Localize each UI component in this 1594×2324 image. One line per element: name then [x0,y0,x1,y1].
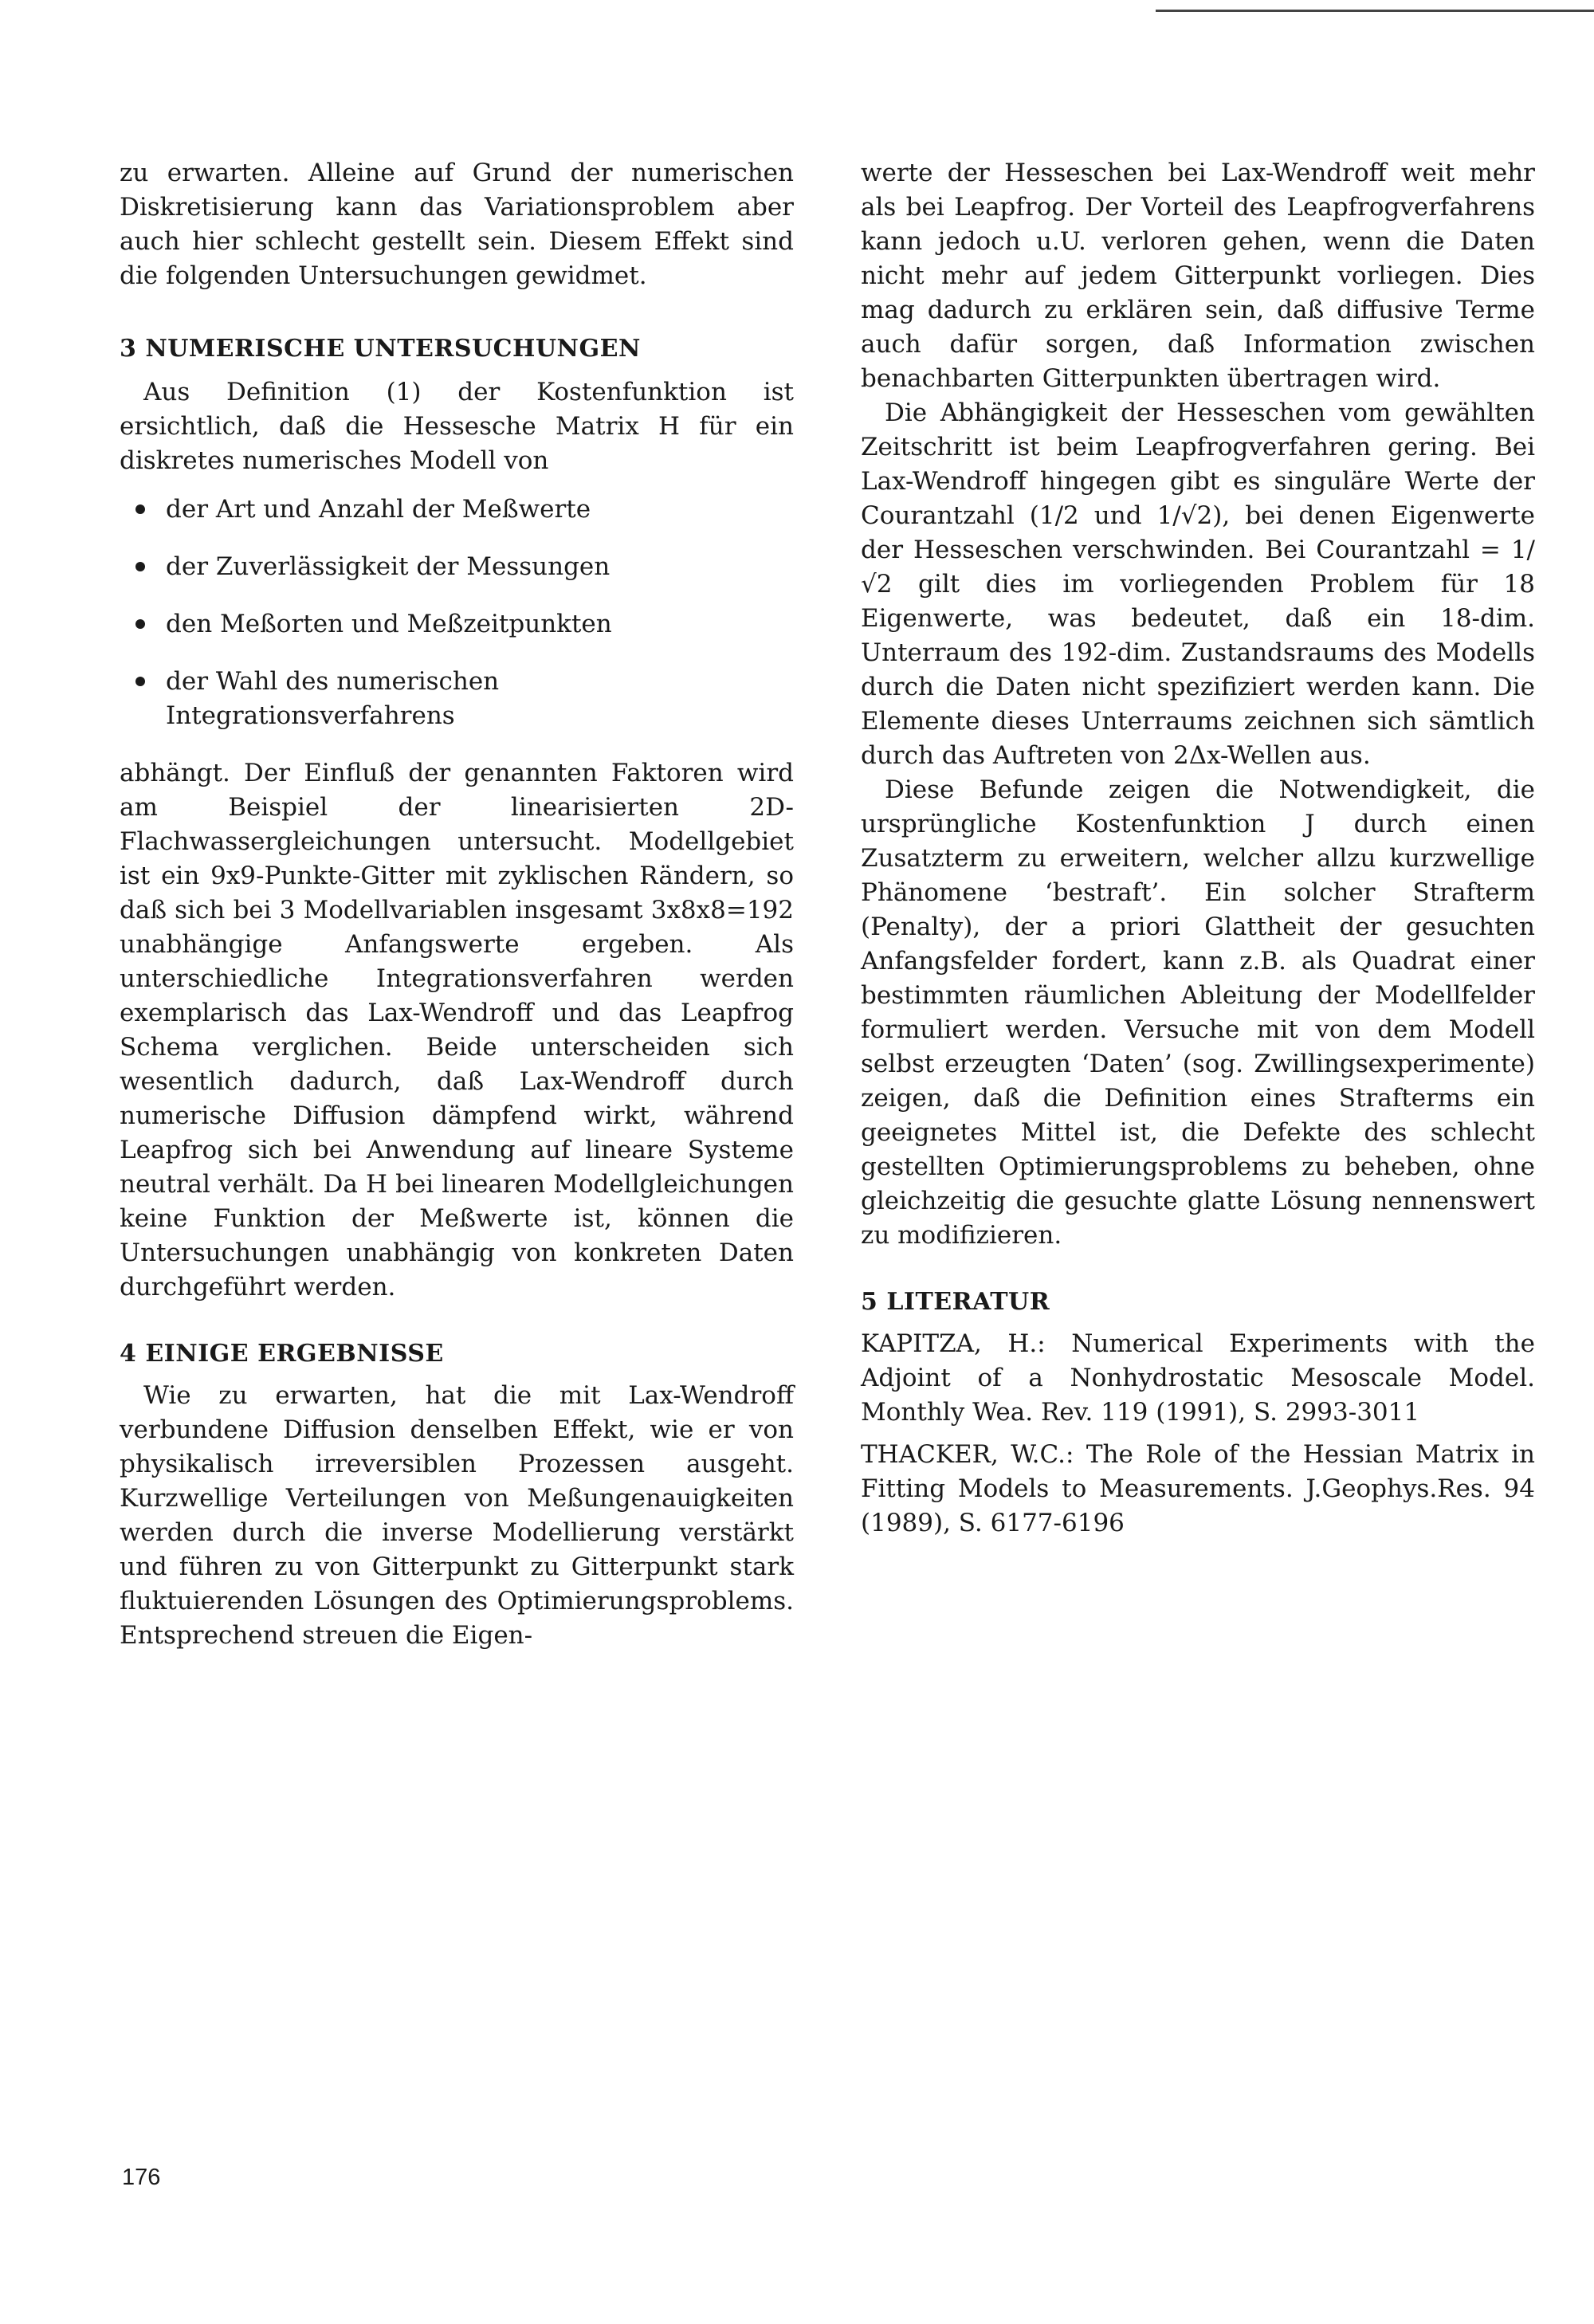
reference-item: KAPITZA, H.: Numerical Experiments with the Adjoint of a Nonhydrostatic Mesoscale Model. Monthly Wea. Rev. 119 (1991), S. 2993-3011 [861,1329,1535,1427]
section-5-heading: 5 LITERATUR [861,1288,1050,1316]
intro-paragraph: zu erwarten. Alleine auf Grund der numerischen Diskretisierung kann das Variationsproblem aber auch hier schlecht gestellt sein. Diesem Effekt sind die folgenden Untersuchungen gewidmet. [120,159,794,290]
section-4-paragraph-1: Wie zu erwarten, hat die mit Lax-Wendroff verbundene Diffusion denselben Effekt, wie er von physikalisch irreversiblen Prozessen ausgeht. Kurzwellige Verteilungen von Meßungenauigkeiten werden durch die inverse Modellierung verstärkt und führen zu von Gitterpunkt zu Gitterpunkt stark fluktuierenden Lösungen des Optimierungsproblems. Entsprechend streuen die Eigen- [120,1381,794,1650]
results-paragraph-1: werte der Hesseschen bei Lax-Wendroff weit mehr als bei Leapfrog. Der Vorteil des Leapfrogverfahrens kann jedoch u.U. verloren gehen, wenn die Daten nicht mehr auf jedem Gitterpunkt vorliegen. Dies mag dadurch zu erklären sein, daß diffusive Terme auch dafür sorgen, daß Information zwischen benachbarten Gitterpunkten übertragen wird. [861,159,1535,393]
section-4-heading: 4 EINIGE ERGEBNISSE [120,1340,444,1368]
results-paragraph-3: Diese Befunde zeigen die Notwendigkeit, die ursprüngliche Kostenfunktion J durch einen Zusatzterm zu erweitern, welcher allzu kurzwellige Phänomene ‘bestraft’. Ein solcher Strafterm (Penalty), der a priori Glattheit der gesuchten Anfangsfelder fordert, kann z.B. als Quadrat einer bestimmten räumlichen Ableitung der Modellfelder formuliert werden. Versuche mit von dem Modell selbst erzeugten ‘Daten’ (sog. Zwillingsexperimente) zeigen, daß die Definition eines Strafterms ein geeignetes Mittel ist, die Defekte des schlecht gestellten Optimierungsproblems zu beheben, ohne gleichzeitig die gesuchte glatte Lösung nennenswert zu modifizieren. [861,775,1535,1250]
page-number: 176 [122,2165,161,2190]
reference-item: THACKER, W.C.: The Role of the Hessian Matrix in Fitting Models to Measurements. J.Geophys.Res. 94 (1989), S. 6177-6196 [861,1440,1535,1537]
bullet-icon [135,677,145,686]
section-3-heading: 3 NUMERISCHE UNTERSUCHUNGEN [120,335,641,363]
reference-list [861,1327,1535,1541]
section-3-paragraph-1: Aus Definition (1) der Kostenfunktion ist ersichtlich, daß die Hessesche Matrix H für ein diskretes numerisches Modell von [120,378,794,475]
bullet-icon [135,562,145,571]
list-item: der Wahl des numerischen Integrationsverfahrens [166,665,794,733]
top-edge-rule [1156,10,1594,12]
list-item: der Art und Anzahl der Meßwerte [166,493,794,527]
list-item: der Zuverlässigkeit der Messungen [166,550,794,584]
list-item: den Meßorten und Meßzeitpunkten [166,607,794,642]
factor-list [120,493,794,733]
bullet-icon [135,504,145,514]
results-paragraph-2: Die Abhängigkeit der Hesseschen vom gewählten Zeitschritt ist beim Leapfrogverfahren gering. Bei Lax-Wendroff hingegen gibt es singuläre Werte der Courantzahl (1/2 und 1/√2), bei denen Eigenwerte der Hesseschen verschwinden. Bei Courantzahl = 1/√2 gilt dies im vorliegenden Problem für 18 Eigenwerte, was bedeutet, daß ein 18-dim. Unterraum des 192-dim. Zustandsraums des Modells durch die Daten nicht spezifiziert werden kann. Die Elemente dieses Unterraums zeichnen sich sämtlich durch das Auftreten von 2Δx-Wellen aus. [861,398,1535,770]
section-3-paragraph-2: abhängt. Der Einfluß der genannten Faktoren wird am Beispiel der linearisierten 2D-Flachwassergleichungen untersucht. Modellgebiet ist ein 9x9-Punkte-Gitter mit zyklischen Rändern, so daß sich bei 3 Modellvariablen insgesamt 3x8x8=192 unabhängige Anfangswerte ergeben. Als unterschiedliche Integrationsverfahren werden exemplarisch das Lax-Wendroff und das Leapfrog Schema verglichen. Beide unterscheiden sich wesentlich dadurch, daß Lax-Wendroff durch numerische Diffusion dämpfend wirkt, während Leapfrog sich bei Anwendung auf lineare Systeme neutral verhält. Da H bei linearen Modellgleichungen keine Funktion der Meßwerte ist, können die Untersuchungen unabhängig von konkreten Daten durchgeführt werden. [120,759,794,1301]
bullet-icon [135,619,145,629]
left-column [120,156,794,1653]
right-column [861,156,1535,1541]
